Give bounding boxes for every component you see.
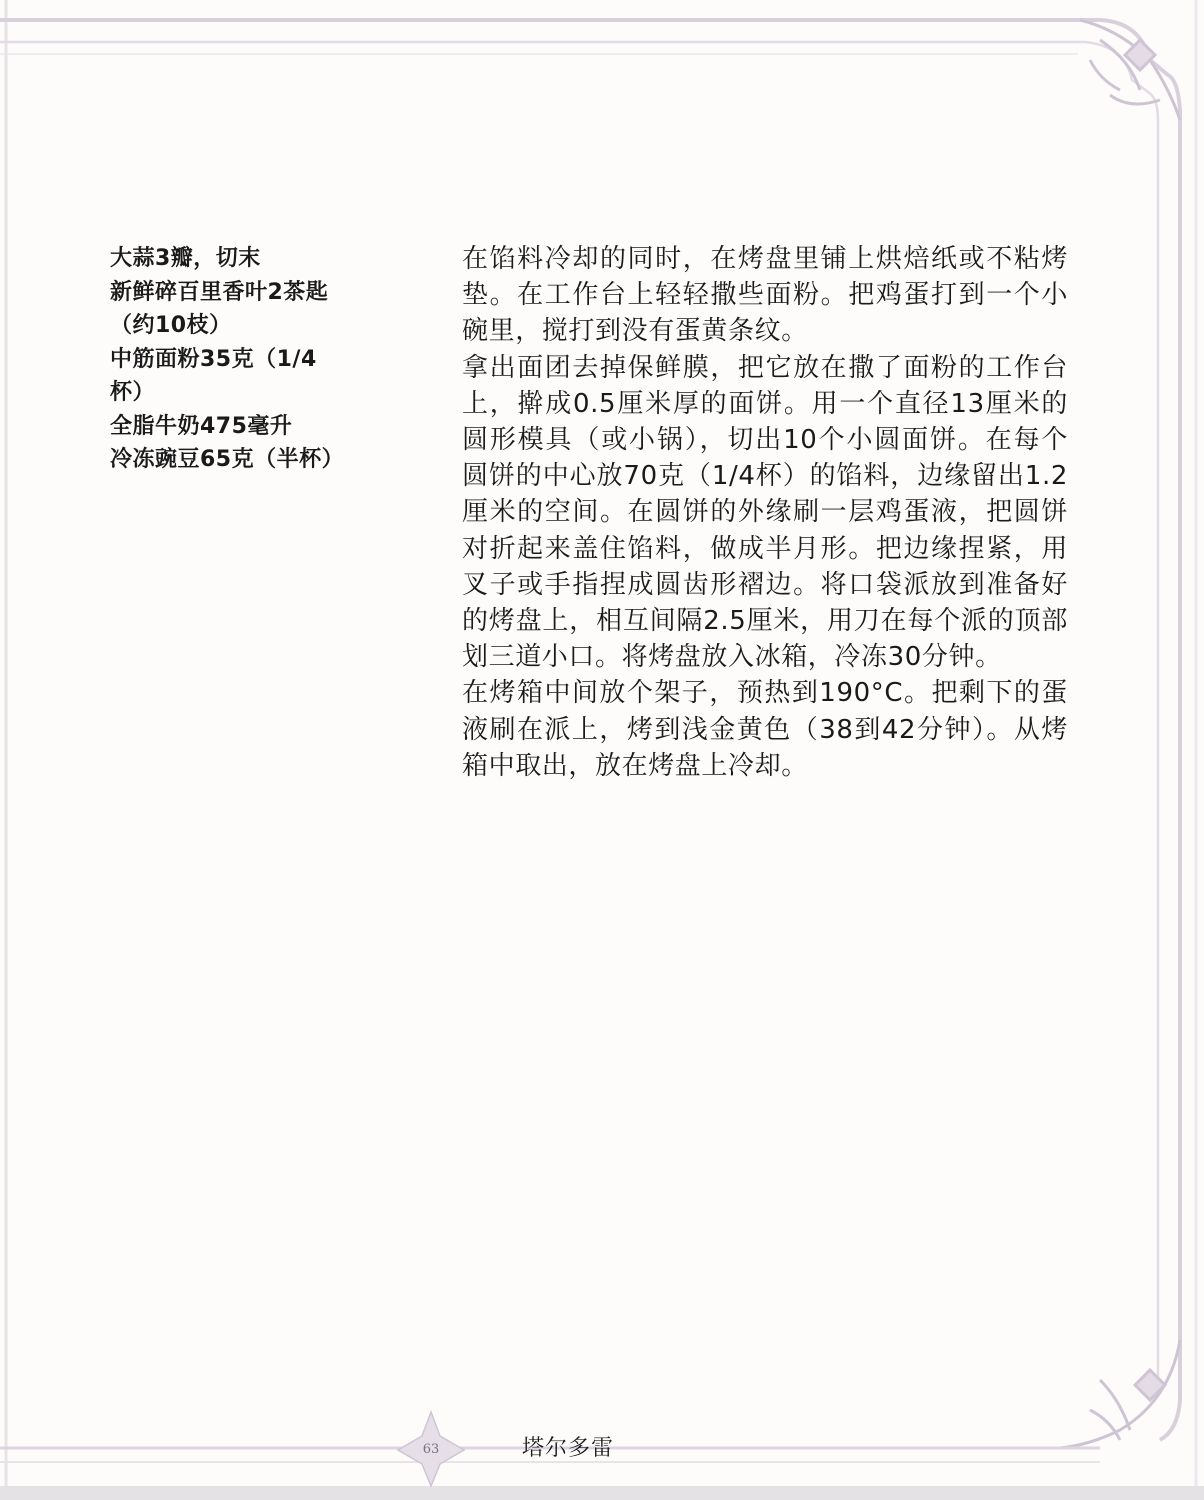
instructions-text <box>462 241 1068 784</box>
ingredient-line: 大蒜3瓣，切末 <box>110 246 261 271</box>
instruction-paragraph: 拿出面团去掉保鲜膜，把它放在撒了面粉的工作台上，擀成0.5厘米厚的面饼。用一个直径13厘米的圆形模具（或小锅），切出10个小圆面饼。在每个圆饼的中心放70克（1/4杯）的馅料，边缘留出1.2厘米的空间。在圆饼的外缘刷一层鸡蛋液，把圆饼对折起来盖住馅料，做成半月形。把边缘捏紧，用叉子或手指捏成圆齿形褶边。将口袋派放到准备好的烤盘上，相互间隔2.5厘米，用刀在每个派的顶部划三道小口。将烤盘放入冰箱，冷冻30分钟。 <box>462 352 1068 673</box>
ingredient-line: 杯） <box>110 380 156 405</box>
instruction-paragraph: 在馅料冷却的同时，在烤盘里铺上烘焙纸或不粘烤垫。在工作台上轻轻撒些面粉。把鸡蛋打到一个小碗里，搅打到没有蛋黄条纹。 <box>462 244 1068 347</box>
ingredient-list <box>110 242 370 477</box>
page-number: 63 <box>422 1442 440 1457</box>
ingredient-line: 冷冻豌豆65克（半杯） <box>110 447 345 472</box>
ingredient-line: （约10枝） <box>110 313 232 338</box>
ingredient-line: 中筋面粉35克（1/4 <box>110 346 317 372</box>
ingredient-line: 新鲜碎百里香叶2茶匙 <box>110 279 329 305</box>
corner-ornament-bottom-right-icon <box>1060 1340 1180 1448</box>
footer-book-title: 塔尔多雷 <box>522 1436 615 1461</box>
ingredient-line: 全脂牛奶475毫升 <box>110 413 293 439</box>
instruction-paragraph: 在烤箱中间放个架子，预热到190°C。把剩下的蛋液刷在派上，烤到浅金黄色（38到42分钟）。从烤箱中取出，放在烤盘上冷却。 <box>462 678 1068 781</box>
